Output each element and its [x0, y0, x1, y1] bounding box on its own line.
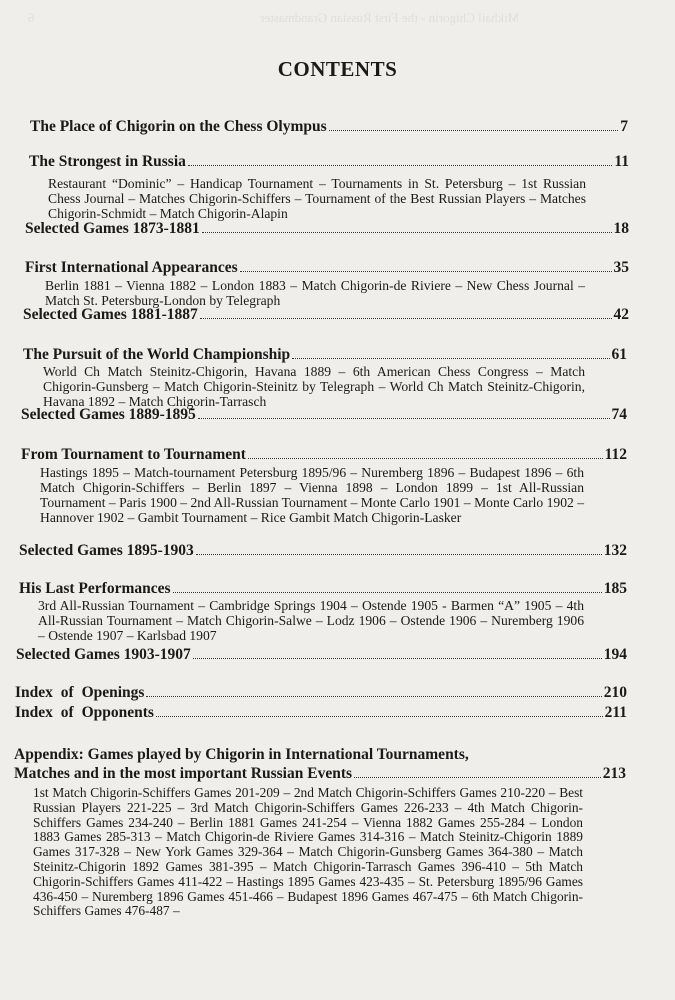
toc-entry[interactable]	[23, 346, 627, 364]
entry-subtopics: 1st Match Chigorin-Schiffers Games 201-209 – 2nd Match Chigorin-Schiffers Games 210-220 – Best Russian Players 221-225 – 3rd Match Chigorin-Schiffers Games 226-233 – 4th Match Chigorin-Schiffers Games 234-240 – Berlin 1881 Games 241-254 – Vienna 1882 Games 255-284 – London 1883 Games 285-313 – Match Chigorin-de Riviere Games 314-316 – Match Steinitz-Chigorin 1889 Games 317-328 – New York Games 329-364 – Match Chigorin-Gunsberg Games 364-380 – Match Steinitz-Chigorin 1892 Games 381-395 – Match Chigorin-Tarrasch Games 396-410 – 5th Match Chigorin-Schiffers Games 411-422 – Hastings 1895 Games 423-435 – St. Petersburg 1895/96 Games 436-450 – Nuremberg 1896 Games 451-466 – Budapest 1896 Games 467-475 – 6th Match Chigorin-Schiffers Games 476-487 –	[33, 785, 583, 919]
dot-leader	[196, 542, 602, 555]
entry-title: Selected Games 1903-1907	[16, 646, 191, 663]
entry-page: 74	[611, 406, 627, 423]
dot-leader	[354, 765, 601, 778]
toc-entry[interactable]	[21, 406, 627, 424]
entry-page: 35	[613, 259, 629, 276]
toc-entry[interactable]	[14, 746, 626, 783]
toc-entry[interactable]	[23, 306, 629, 324]
entry-title: Selected Games 1873-1881	[25, 220, 200, 237]
entry-title: The Strongest in Russia	[29, 153, 186, 170]
entry-title: From Tournament to Tournament	[21, 446, 246, 463]
dot-leader	[202, 220, 612, 233]
dot-leader	[240, 259, 612, 272]
entry-title: Matches and in the most important Russian Events	[14, 765, 353, 782]
dot-leader	[292, 346, 609, 359]
entry-page: 7	[620, 118, 628, 135]
entry-page: 42	[613, 306, 629, 323]
entry-title: Selected Games 1881-1887	[23, 306, 198, 323]
toc-entry[interactable]	[21, 446, 627, 464]
dot-leader	[173, 580, 602, 593]
entry-subtopics: Berlin 1881 – Vienna 1882 – London 1883 – Match Chigorin-de Riviere – New Chess Journal – Match St. Petersburg-London by Telegraph	[45, 278, 585, 308]
entry-title: Selected Games 1889-1895	[21, 406, 196, 423]
dot-leader	[200, 306, 612, 319]
entry-subtopics: 3rd All-Russian Tournament – Cambridge Springs 1904 – Ostende 1905 - Barmen “A” 1905 – 4th All-Russian Tournament – Match Chigorin-Salwe – Lodz 1906 – Ostende 1906 – Nuremberg 1906 – Ostende 1907 – Karlsbad 1907	[38, 598, 584, 643]
entry-subtopics: World Ch Match Steinitz-Chigorin, Havana 1889 – 6th American Chess Congress – Match Chigorin-Gunsberg – Match Chigorin-Steinitz by Telegraph – World Ch Match Steinitz-Chigorin, Havana 1892 – Match Chigorin-Tarrasch	[43, 364, 585, 409]
entry-title: The Place of Chigorin on the Chess Olympus	[30, 118, 327, 135]
dot-leader	[248, 446, 603, 459]
toc-entry[interactable]	[30, 118, 628, 136]
toc-entry[interactable]	[15, 684, 627, 702]
entry-page: 213	[602, 765, 626, 782]
toc-entry[interactable]	[25, 259, 629, 277]
entry-page: 18	[613, 220, 629, 237]
toc-entry[interactable]	[19, 580, 627, 598]
entry-page: 11	[614, 153, 629, 170]
entry-page: 211	[604, 704, 627, 721]
entry-title: The Pursuit of the World Championship	[23, 346, 291, 363]
running-head: Mikhail Chigorin - the First Russian Grandmaster	[260, 10, 520, 25]
dot-leader	[156, 704, 603, 717]
page-number: 6	[28, 10, 35, 25]
entry-page: 132	[603, 542, 627, 559]
dot-leader	[198, 406, 610, 419]
entry-title: His Last Performances	[19, 580, 171, 597]
toc-entry[interactable]	[25, 220, 629, 238]
entry-page: 194	[603, 646, 627, 663]
entry-page: 112	[604, 446, 627, 463]
entry-title: Index of Openings	[15, 684, 145, 701]
dot-leader	[146, 684, 601, 697]
page-title: CONTENTS	[277, 57, 398, 81]
entry-page: 61	[611, 346, 627, 363]
entry-title: Selected Games 1895-1903	[19, 542, 194, 559]
dot-leader	[188, 153, 612, 166]
toc-entry[interactable]	[16, 646, 627, 664]
entry-page: 185	[603, 580, 627, 597]
toc-entry[interactable]	[29, 153, 629, 171]
entry-title: First International Appearances	[25, 259, 238, 276]
entry-page: 210	[603, 684, 627, 701]
dot-leader	[193, 646, 602, 659]
toc-entry[interactable]	[19, 542, 627, 560]
dot-leader	[329, 118, 619, 131]
toc-entry[interactable]	[15, 704, 627, 722]
entry-title-line1: Appendix: Games played by Chigorin in International Tournaments,	[14, 746, 469, 763]
entry-title: Index of Opponents	[15, 704, 154, 721]
entry-subtopics: Hastings 1895 – Match-tournament Petersburg 1895/96 – Nuremberg 1896 – Budapest 1896 – 6th Match Chigorin-Schiffers – Berlin 1897 – Vienna 1898 – London 1899 – 1st All-Russian Tournament – Paris 1900 – 2nd All-Russian Tournament – Monte Carlo 1901 – Monte Carlo 1902 – Hannover 1902 – Gambit Tournament – Rice Gambit Match Chigorin-Lasker	[40, 465, 584, 525]
entry-subtopics: Restaurant “Dominic” – Handicap Tournament – Tournaments in St. Petersburg – 1st Russian Chess Journal – Matches Chigorin-Schiffers – Tournament of the Best Russian Players – Matches Chigorin-Schmidt – Match Chigorin-Alapin	[48, 176, 586, 221]
